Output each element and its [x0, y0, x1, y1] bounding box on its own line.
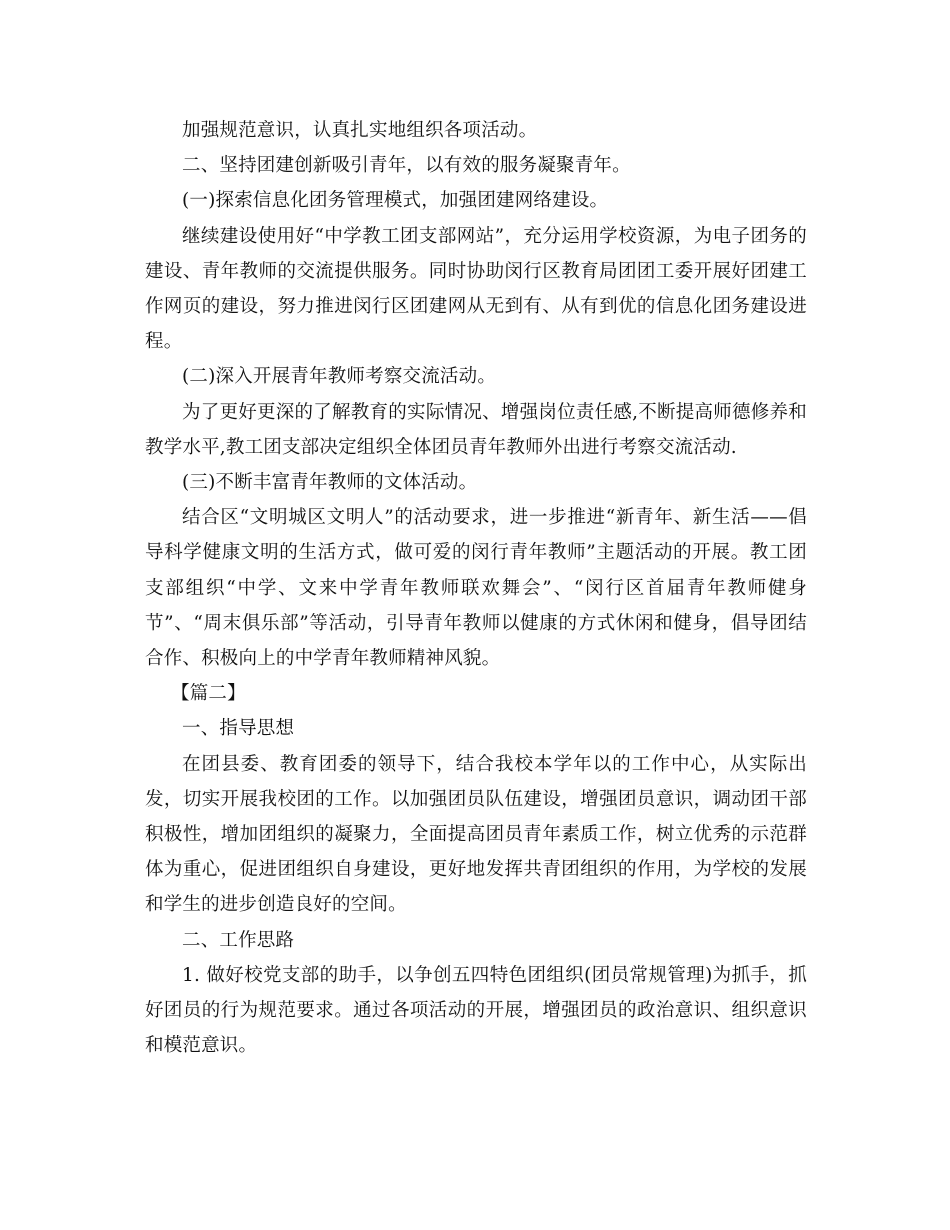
- subsection-heading-1: (一)探索信息化团务管理模式，加强团建网络建设。: [182, 190, 609, 212]
- paragraph-activities: 结合区“文明城区文明人”的活动要求，进一步推进“新青年、新生活——倡导科学健康文明的生活方式，做可爱的闵行青年教师”主题活动的开展。教工团支部组织“中学、文来中学青年教师联欢舞会”、“闵行区首届青年教师健身节”、“周末俱乐部”等活动，引导青年教师以健康的方式休闲和健身，倡导团结合作、积极向上的中学青年教师精神风貌。: [145, 507, 807, 670]
- section-heading-approach: 二、工作思路: [182, 929, 295, 951]
- chapter-heading-2: 【篇二】: [171, 683, 246, 705]
- paragraph-1: 加强规范意识，认真扎实地组织各项活动。: [182, 120, 538, 141]
- document-body: [145, 113, 807, 1063]
- paragraph-website: 继续建设使用好“中学教工团支部网站”，充分运用学校资源，为电子团务的建设、青年教师的交流提供服务。同时协助闵行区教育局团团工委开展好团建工作网页的建设，努力推进闵行区团建网从无到有、从有到优的信息化团务建设进程。: [145, 225, 807, 353]
- subsection-heading-3: (三)不断丰富青年教师的文体活动。: [182, 472, 478, 494]
- section-heading-guiding: 一、指导思想: [182, 718, 295, 740]
- paragraph-guiding: 在团县委、教育团委的领导下，结合我校本学年以的工作中心，从实际出发，切实开展我校团的工作。以加强团员队伍建设，增强团员意识，调动团干部积极性，增加团组织的凝聚力，全面提高团员青年素质工作，树立优秀的示范群体为重心，促进团组织自身建设，更好地发挥共青团组织的作用，为学校的发展和学生的进步创造良好的空间。: [145, 753, 807, 916]
- subsection-heading-2: (二)深入开展青年教师考察交流活动。: [182, 366, 497, 388]
- paragraph-approach-1: 1. 做好校党支部的助手，以争创五四特色团组织(团员常规管理)为抓手，抓好团员的行为规范要求。通过各项活动的开展，增强团员的政治意识、组织意识和模范意识。: [145, 964, 807, 1057]
- paragraph-exchange: 为了更好更深的了解教育的实际情况、增强岗位责任感,不断提高师德修养和教学水平,教工团支部决定组织全体团员青年教师外出进行考察交流活动.: [145, 401, 807, 458]
- section-heading-2: 二、坚持团建创新吸引青年，以有效的服务凝聚青年。: [182, 155, 631, 177]
